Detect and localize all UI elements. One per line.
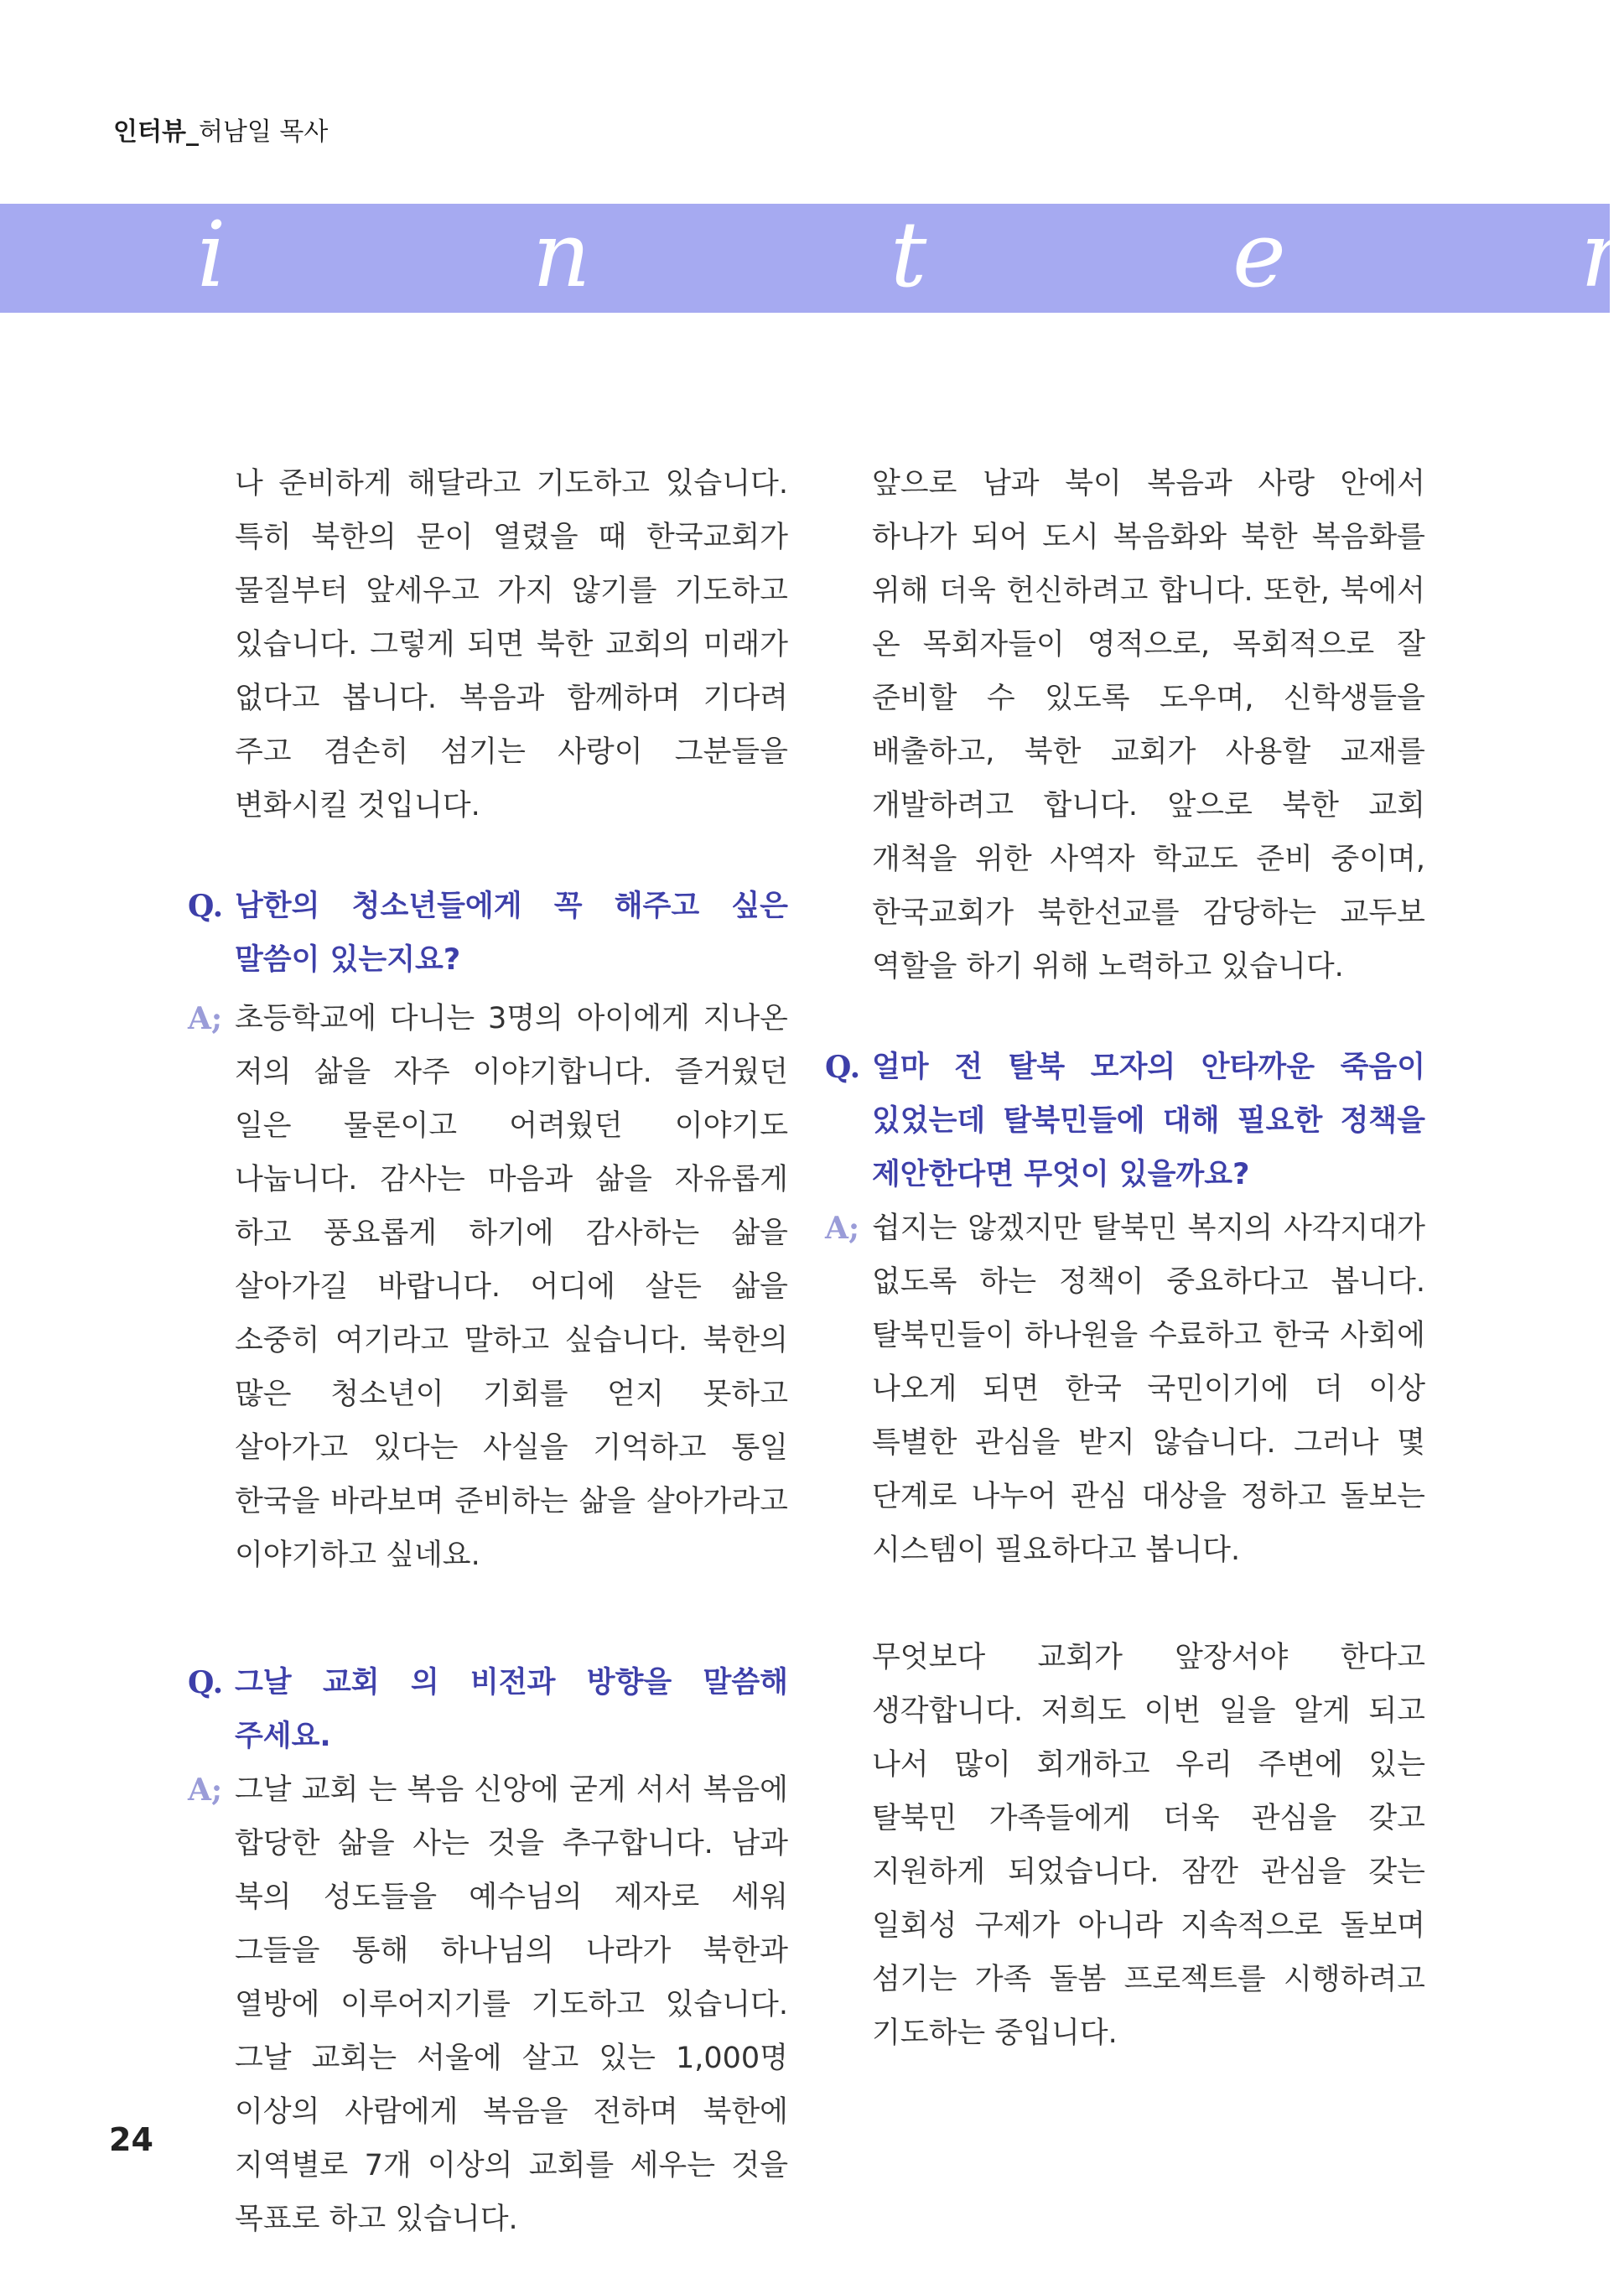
question-text: 그날 교회 의 비전과 방향을 말씀해 주세요. — [235, 1666, 788, 1753]
qa-block-youth — [188, 880, 788, 1582]
question-text: 남한의 청소년들에게 꼭 해주고 싶은 말씀이 있는지요? — [235, 890, 788, 977]
closing-paragraph: 무엇보다 교회가 앞장서야 한다고 생각합니다. 저희도 이번 일을 알게 되고 나서 많이 회개하고 우리 주변에 있는 탈북민 가족들에게 더욱 관심을 갖고 지원하게 되었습니다. 잠깐 관심을 갖는 일회성 구제가 아니라 지속적으로 돌보며 섬기는 가족 돌봄 프로젝트를 시행하려고 기도하는 중입니다. — [872, 1641, 1425, 2050]
answer-marker: A; — [188, 1772, 223, 1808]
interview-title-band — [0, 203, 1624, 313]
band-letter-n: n — [532, 203, 591, 308]
band-letter-t: t — [890, 203, 927, 308]
left-column — [188, 457, 788, 2246]
qa-block-defectors — [825, 1040, 1425, 1577]
band-letter-r: r — [1580, 203, 1624, 308]
band-letter-i: i — [197, 203, 226, 308]
intro-paragraph: 나 준비하게 해달라고 기도하고 있습니다. 특히 북한의 문이 열렸을 때 한국교회가 물질부터 앞세우고 가지 않기를 기도하고 있습니다. 그렇게 되면 북한 교회의 미래가 없다고 봅니다. 복음과 함께하며 기다려 주고 겸손히 섬기는 사랑이 그분들을 변화시킬 것입니다. — [235, 467, 788, 823]
page-number: 24 — [109, 2121, 153, 2158]
answer-marker: A; — [188, 1001, 223, 1036]
answer-text: 그날 교회 는 복음 신앙에 굳게 서서 복음에 합당한 삶을 사는 것을 추구합니다. 남과 북의 성도들을 예수님의 제자로 세워 그들을 통해 하나님의 나라가 북한과 열방에 이루어지기를 기도하고 있습니다. 그날 교회는 서울에 살고 있는 1,000명 이상의 사람에게 복음을 전하며 북한에 지역별로 7개 이상의 교회를 세우는 것을 목표로 하고 있습니다. — [235, 1773, 788, 2236]
continued-paragraph: 앞으로 남과 북이 복음과 사랑 안에서 하나가 되어 도시 복음화와 북한 복음화를 위해 더욱 헌신하려고 합니다. 또한, 북에서 온 목회자들이 영적으로, 목회적으로 잘 준비할 수 있도록 도우며, 신학생들을 배출하고, 북한 교회가 사용할 교재를 개발하려고 합니다. 앞으로 북한 교회 개척을 위한 사역자 학교도 준비 중이며, 한국교회가 북한선교를 감당하는 교두보 역할을 하기 위해 노력하고 있습니다. — [872, 467, 1425, 983]
question-marker: Q. — [188, 1665, 224, 1700]
section-label-name: 허남일 목사 — [198, 117, 329, 147]
question-marker: Q. — [188, 889, 224, 924]
question-text: 얼마 전 탈북 모자의 안타까운 죽음이 있었는데 탈북민들에 대해 필요한 정책을 제안한다면 무엇이 있을까요? — [872, 1051, 1425, 1191]
section-label-bold: 인터뷰_ — [113, 117, 199, 147]
answer-row — [188, 992, 788, 1582]
band-letter-e: e — [1232, 203, 1286, 308]
answer-row — [825, 1201, 1425, 1577]
right-column — [825, 457, 1425, 2060]
question-row — [188, 880, 788, 987]
section-label — [113, 111, 328, 148]
answer-text: 쉽지는 않겠지만 탈북민 복지의 사각지대가 없도록 하는 정책이 중요하다고 봅니다. 탈북민들이 하나원을 수료하고 한국 사회에 나오게 되면 한국 국민이기에 더 이상 특별한 관심을 받지 않습니다. 그러나 몇 단계로 나누어 관심 대상을 정하고 돌보는 시스템이 필요하다고 봅니다. — [872, 1212, 1425, 1567]
answer-text: 초등학교에 다니는 3명의 아이에게 지나온 저의 삶을 자주 이야기합니다. 즐거웠던 일은 물론이고 어려웠던 이야기도 나눕니다. 감사는 마음과 삶을 자유롭게 하고 풍요롭게 하기에 감사하는 삶을 살아가길 바랍니다. 어디에 살든 삶을 소중히 여기라고 말하고 싶습니다. 북한의 많은 청소년이 기회를 얻지 못하고 살아가고 있다는 사실을 기억하고 통일 한국을 바라보며 준비하는 삶을 살아가라고 이야기하고 싶네요. — [235, 1002, 788, 1572]
question-row — [825, 1040, 1425, 1201]
question-marker: Q. — [825, 1050, 861, 1085]
answer-row — [188, 1763, 788, 2246]
question-row — [188, 1656, 788, 1763]
answer-marker: A; — [825, 1211, 860, 1246]
qa-block-vision — [188, 1656, 788, 2246]
